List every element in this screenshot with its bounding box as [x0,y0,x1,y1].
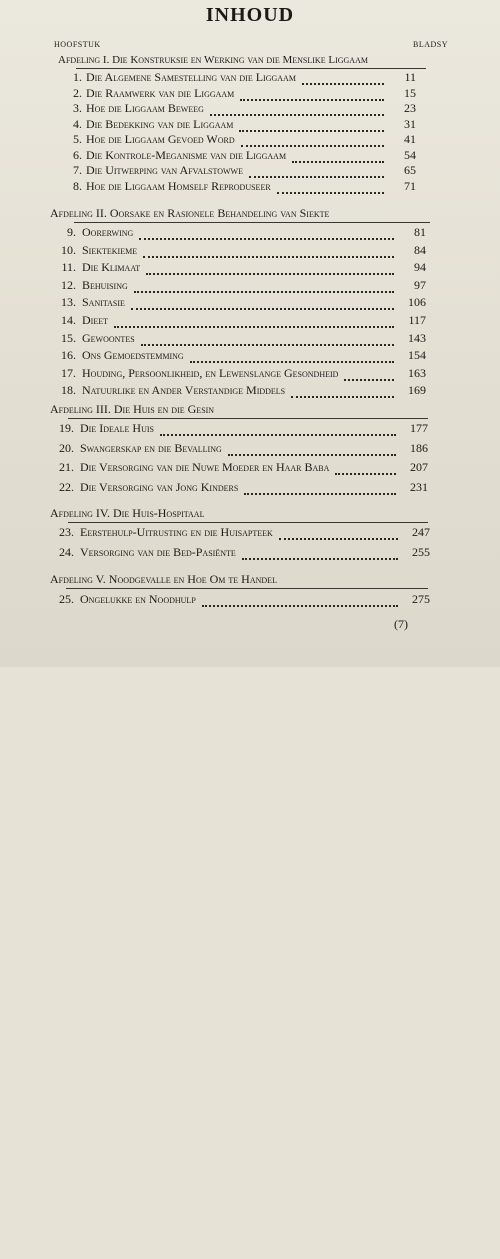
leader-dots [292,151,384,163]
page-reference: 106 [408,295,426,310]
chapter-number: 19. [59,421,74,435]
leader-dots [143,246,394,258]
section-heading: Afdeling II. Oorsake en Rasionele Behandeling van Siekte [50,206,330,220]
toc-entry [0,366,500,382]
leader-dots [239,120,384,132]
toc-entry [0,117,500,133]
page-title: INHOUD [205,4,295,26]
chapter-number: 16. [61,348,76,363]
column-heading-chapter: HOOFSTUK [54,40,101,49]
leader-dots [240,89,384,101]
chapter-title: Houding, Persoonlikheid, en Lewenslange Gesondheid [82,365,339,380]
page-reference: 143 [408,330,426,345]
toc-entry [0,101,500,117]
leader-dots [277,182,384,194]
page-reference: 84 [414,242,426,257]
chapter-number: 10. [61,242,76,257]
page-reference: 97 [414,277,426,292]
page-reference: 169 [408,383,426,398]
page-reference: 41 [404,132,416,146]
page-number: (7) [394,617,408,631]
leader-dots [241,135,384,147]
chapter-number: 11. [61,260,76,275]
chapter-title: Die Versorging van Jong Kinders [80,479,239,494]
section-rule [68,418,428,419]
toc-entry [0,243,500,259]
chapter-title: Gewoontes [82,330,135,345]
chapter-title: Dieet [82,313,108,327]
leader-dots [114,316,394,328]
toc-entry [0,383,500,399]
toc-entry [0,545,500,561]
chapter-number: 20. [59,440,74,455]
leader-dots [302,73,384,85]
page-reference: 247 [412,525,430,539]
chapter-title: Die Bedekking van die Liggaam [86,116,234,131]
chapter-number: 24. [59,545,74,559]
chapter-number: 23. [59,525,74,539]
chapter-title: Die Algemene Samestelling van die Liggaam [86,70,296,84]
page-reference: 23 [404,101,416,115]
chapter-title: Swangerskap en die Bevalling [80,440,222,455]
chapter-title: Ongelukke en Noodhulp [80,592,196,606]
leader-dots [335,463,396,475]
leader-dots [146,263,394,275]
page-reference: 11 [404,70,416,84]
leader-dots [228,444,396,456]
leader-dots [202,595,398,607]
chapter-number: 14. [61,313,76,327]
toc-entry [0,313,500,329]
page-reference: 275 [412,592,430,606]
section-rule [76,68,426,69]
chapter-title: Siektekieme [82,242,138,257]
chapter-title: Sanitasie [82,295,125,310]
page-reference: 177 [410,421,428,435]
leader-dots [244,483,396,495]
toc-entry [0,592,500,608]
toc-entry [0,86,500,102]
column-heading-page: BLADSY [412,40,448,49]
chapter-number: 6. [73,147,82,162]
chapter-number: 7. [73,163,82,177]
chapter-title: Die Klimaat [82,260,141,275]
leader-dots [141,334,394,346]
chapter-number: 25. [59,592,74,606]
page-reference: 154 [408,348,426,363]
leader-dots [344,369,394,381]
chapter-title: Hoe die Liggaam Beweeg [86,101,204,115]
chapter-number: 22. [59,479,74,494]
toc-entry [0,480,500,496]
chapter-number: 8. [73,178,82,193]
chapter-number: 4. [73,116,82,131]
leader-dots [134,281,394,293]
chapter-number: 21. [59,460,74,474]
chapter-title: Oorerwing [82,225,134,239]
leader-dots [160,424,396,436]
page-reference: 231 [410,479,428,494]
toc-entry [0,225,500,241]
leader-dots [279,528,398,540]
toc-entry [0,278,500,294]
chapter-number: 2. [73,85,82,100]
chapter-title: Versorging van die Bed-Pasiënte [80,545,236,559]
section-heading: Afdeling III. Die Huis en die Gesin [50,402,215,416]
page-reference: 207 [410,460,428,474]
section-heading: Afdeling IV. Die Huis-Hospitaal [50,506,205,520]
toc-entry [0,148,500,164]
section-rule [74,222,430,223]
chapter-number: 1. [73,70,82,84]
chapter-number: 5. [73,132,82,146]
page-reference: 117 [408,313,426,327]
page-reference: 163 [408,365,426,380]
section-heading: Afdeling I. Die Konstruksie en Werking van die Menslike Liggaam [58,54,368,66]
leader-dots [131,298,394,310]
leader-dots [242,548,398,560]
leader-dots [190,351,394,363]
page-reference: 71 [404,178,416,193]
chapter-number: 13. [61,295,76,310]
chapter-title: Die Versorging van die Nuwe Moeder en Haar Baba [80,460,330,474]
section-heading: Afdeling V. Noodgevalle en Hoe Om te Handel [50,572,277,586]
chapter-number: 9. [67,225,76,239]
toc-entry [0,525,500,541]
toc-entry [0,348,500,364]
toc-entry [0,331,500,347]
chapter-title: Die Raamwerk van die Liggaam [86,85,235,100]
page-reference: 81 [414,225,426,239]
leader-dots [210,104,384,116]
chapter-title: Die Uitwerping van Afvalstowwe [86,163,243,177]
page-reference: 255 [412,545,430,559]
chapter-title: Hoe die Liggaam Gevoed Word [86,132,235,146]
toc-entry [0,260,500,276]
toc-entry [0,132,500,148]
chapter-number: 17. [61,365,76,380]
toc-entry [0,421,500,437]
toc-entry [0,163,500,179]
toc-entry [0,179,500,195]
chapter-title: Hoe die Liggaam Homself Reproduseer [86,178,271,193]
page-reference: 186 [410,440,428,455]
toc-entry [0,295,500,311]
leader-dots [249,166,384,178]
leader-dots [291,386,394,398]
chapter-number: 18. [61,383,76,398]
page-reference: 94 [414,260,426,275]
chapter-number: 12. [61,277,76,292]
chapter-title: Die Kontrole-Meganisme van die Liggaam [86,147,287,162]
page-reference: 15 [404,85,416,100]
leader-dots [139,228,394,240]
section-rule [66,588,428,589]
page-reference: 65 [404,163,416,177]
page-reference: 54 [404,147,416,162]
page-reference: 31 [404,116,416,131]
toc-entry [0,441,500,457]
chapter-title: Behuising [82,277,128,292]
chapter-title: Ons Gemoedstemming [82,348,184,363]
chapter-number: 15. [61,330,76,345]
section-rule [68,522,428,523]
chapter-number: 3. [73,101,82,115]
toc-entry [0,70,500,86]
chapter-title: Eerstehulp-Uitrusting en die Huisapteek [80,525,273,539]
chapter-title: Die Ideale Huis [80,421,154,435]
toc-entry [0,460,500,476]
chapter-title: Natuurlike en Ander Verstandige Middels [82,383,286,398]
